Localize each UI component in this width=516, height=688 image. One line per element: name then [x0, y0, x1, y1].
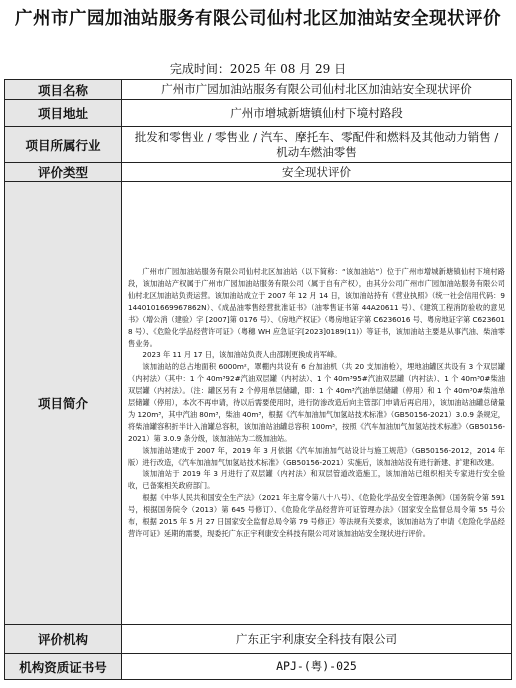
- cert-value: APJ-(粤)-025: [122, 654, 512, 680]
- project-name-value: 广州市广园加油站服务有限公司仙村北区加油站安全现状评价: [122, 80, 512, 100]
- eval-type-label: 评价类型: [5, 163, 122, 182]
- project-name-label: 项目名称: [5, 80, 122, 100]
- summary-paragraph: 该加油站的总占地面积 6000m²，罩棚内共设有 6 台加油机（共 20 支加油枪），埋地油罐区共设有 3 个双层罐（内衬法）（其中：1 个 40m³92#汽油双层罐（内衬法）、1 个 40m³95#汽油双层罐（内衬法）、1 个 40m³0#柴油双层罐（内衬法）。（注：罐区另有 2 个停用单层储罐，即：1 个 40m³汽油单层储罐（停用）和 1 个 40m³0#柴油单层储罐（停用），本次不再申请，待以后需要使用时，进行防渗改造后向主管部门申请后再启用），该加油站油罐总储量为 120m³，其中汽油 80m³，柴油 40m³，根据《汽车加油加气加氢站技术标准》（GB50156-2021）3.0.9 条规定，将柴油罐容积折半计入油罐总容积，该加油站油罐总容积 100m³，按照《汽车加油加气加氢站技术标准》（GB50156-2021）第 3.0.9 条分级，该加油站为二级加油站。: [128, 362, 505, 443]
- completion-date: 完成时间：2025 年 08 月 29 日: [169, 62, 347, 76]
- summary-paragraph: 该加油站建成于 2007 年，2019 年 3 月依据《汽车加油加气站设计与施工规范》（GB50156-2012，2014 年版）进行改造，《汽车加油加气加氢站技术标准》（GB50156-2021）实施后，该加油站没有进行新建、扩建和改建。: [128, 445, 505, 467]
- project-address-value: 广州市增城新塘镇仙村下境村路段: [122, 100, 512, 127]
- project-address-label: 项目地址: [5, 100, 122, 127]
- row-project-name: [5, 80, 512, 100]
- info-table: [4, 79, 512, 680]
- agency-label: 评价机构: [5, 625, 122, 654]
- document-title: 广州市广园加油站服务有限公司仙村北区加油站安全现状评价: [15, 9, 501, 29]
- industry-label: 项目所属行业: [5, 127, 122, 163]
- row-eval-type: [5, 163, 512, 182]
- eval-type-value: 安全现状评价: [122, 163, 512, 182]
- row-summary: [5, 182, 512, 625]
- row-agency: [5, 625, 512, 654]
- cert-label: 机构资质证书号: [5, 654, 122, 680]
- row-project-address: [5, 100, 512, 127]
- summary-label: 项目简介: [5, 182, 122, 625]
- summary-text: [122, 182, 512, 625]
- summary-paragraph: 2023 年 11 月 17 日，该加油站负责人由邵刚更换成肖军峰。: [142, 350, 342, 360]
- summary-paragraph: 该加油站于 2019 年 3 月进行了双层罐（内衬法）和双层管道改造施工，该加油站已组织相关专家进行安全验收，已备案相关政府部门。: [128, 469, 505, 491]
- row-cert: [5, 654, 512, 680]
- industry-value: 批发和零售业 / 零售业 / 汽车、摩托车、零配件和燃料及其他动力销售 / 机动车燃油零售: [122, 127, 512, 163]
- agency-value: 广东正宇利康安全科技有限公司: [122, 625, 512, 654]
- summary-paragraph: 广州市广园加油站服务有限公司仙村北区加油站（以下简称：“该加油站”）位于广州市增城新塘镇仙村下境村路段，该加油站产权属于广州市广园加油站服务有限公司（属于自有产权），由其分公司广州市广园加油站服务有限公司仙村北区加油站负责运营。该加油站成立于 2007 年 12 月 14 日，该加油站持有《营业执照》（统一社会信用代码：91440101669967862N）、《成品油零售经营批准证书》（油零售证书第 44A20611 号）、《建筑工程消防验收的意见书》（增公消（建验）字 [2007]第 0176 号）、《房地产权证》（粤房地证字第 C6236016 号、粤房地证字第 C6236018 号）、《危险化学品经营许可证》（粤穗 WH 应急证字[2023]0189(11)）等证书，该加油站主要是从事汽油、柴油零售业务。: [128, 267, 505, 348]
- summary-paragraph: 根据《中华人民共和国安全生产法》（2021 年主席令第八十八号）、《危险化学品安全管理条例》（国务院令第 591 号，根据国务院令（2013）第 645 号修订）、《危险化学品经营许可证管理办法》（国家安全监督总局令第 55 号公布，根据 2015 年 5 月 27 日国家安全监督总局令第 79 号修正）等法规有关要求，该加油站为了申请《危险化学品经营许可证》延期的需要，现委托广东正宇利康安全科技有限公司对该加油站安全现状进行评价。: [128, 493, 505, 539]
- row-industry: [5, 127, 512, 163]
